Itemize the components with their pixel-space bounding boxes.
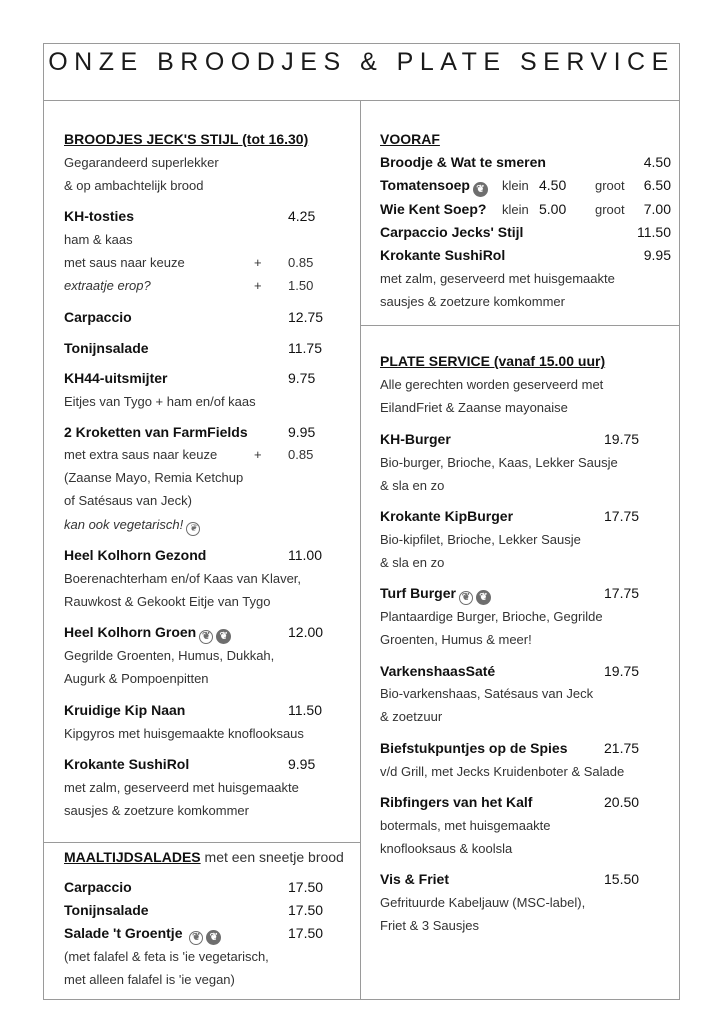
uitsmijter-desc: Eitjes van Tygo + ham en/of kaas [64, 394, 256, 409]
gezond-name: Heel Kolhorn Gezond [64, 547, 207, 563]
soep-large-price: 7.00 [643, 201, 671, 217]
broodjes-subtitle-2: & op ambachtelijk brood [64, 178, 204, 193]
leaf-filled-icon: ❦ [216, 629, 231, 644]
sate-price: 19.75 [604, 663, 640, 679]
carpaccio-starter-name: Carpaccio Jecks' Stijl [380, 224, 524, 240]
soep-name: Wie Kent Soep? [380, 201, 487, 217]
leaf-outline-icon: ❦ [189, 931, 203, 945]
title-divider [43, 100, 680, 101]
kroket-veg-note [64, 517, 200, 536]
groen-desc-1: Gegrilde Groenten, Humus, Dukkah, [64, 648, 275, 663]
carpaccio-name: Carpaccio [64, 309, 132, 325]
leaf-filled-icon: ❦ [476, 590, 491, 605]
vis-desc-2: Friet & 3 Sausjes [380, 918, 479, 933]
salad-3-price: 17.50 [288, 925, 324, 941]
salads-divider [43, 842, 361, 843]
vooraf-heading: VOORAF [380, 131, 440, 147]
ribfingers-price: 20.50 [604, 794, 640, 810]
kroket-price: 9.95 [288, 424, 316, 440]
tosti-price3: 1.50 [288, 278, 314, 293]
groen-row [64, 624, 231, 644]
turf-name: Turf Burger [380, 585, 456, 601]
burger-desc-1: Bio-burger, Brioche, Kaas, Lekker Sausje [380, 455, 618, 470]
tosti-line2: met saus naar keuze [64, 255, 185, 270]
tosti-plus2: + [254, 255, 262, 270]
kipnaan-price: 11.50 [288, 702, 322, 718]
sushi-right-desc-2: sausjes & zoetzure komkommer [380, 294, 565, 309]
biefstuk-price: 21.75 [604, 740, 640, 756]
biefstuk-desc: v/d Grill, met Jecks Kruidenboter & Salade [380, 764, 625, 779]
burger-name: KH-Burger [380, 431, 451, 447]
groen-name: Heel Kolhorn Groen [64, 624, 197, 640]
uitsmijter-name: KH44-uitsmijter [64, 370, 168, 386]
sushi-right-desc-1: met zalm, geserveerd met huisgemaakte [380, 271, 615, 286]
column-divider [360, 100, 361, 1000]
turf-price: 17.75 [604, 585, 640, 601]
tomaat-small-price: 4.50 [539, 177, 567, 193]
groen-price: 12.00 [288, 624, 324, 640]
kipnaan-desc: Kipgyros met huisgemaakte knoflooksaus [64, 726, 304, 741]
soep-small: klein [502, 202, 529, 217]
kroket-desc-2: of Satésaus van Jeck) [64, 493, 192, 508]
salads-heading-row [64, 849, 344, 865]
leaf-outline-icon: ❦ [186, 522, 200, 536]
sushi-right-price: 9.95 [643, 247, 671, 263]
broodje-name: Broodje & Wat te smeren [380, 154, 546, 170]
ribfingers-desc-2: knoflooksaus & koolsla [380, 841, 513, 856]
leaf-outline-icon: ❦ [199, 630, 213, 644]
salads-note-2: met alleen falafel is 'ie vegan) [64, 972, 235, 987]
sate-desc-1: Bio-varkenshaas, Satésaus van Jeck [380, 686, 594, 701]
soep-small-price: 5.00 [539, 201, 567, 217]
plate-heading: PLATE SERVICE (vanaf 15.00 uur) [380, 353, 606, 369]
ribfingers-desc-1: botermals, met huisgemaakte [380, 818, 551, 833]
tosti-price: 4.25 [288, 208, 316, 224]
salad-3-row [64, 925, 221, 945]
leaf-filled-icon: ❦ [473, 182, 488, 197]
tomaat-row [380, 177, 488, 197]
leaf-filled-icon: ❦ [206, 930, 221, 945]
plate-subtitle-1: Alle gerechten worden geserveerd met [380, 377, 604, 392]
tosti-line3: extraatje erop? [64, 278, 151, 293]
vis-desc-1: Gefrituurde Kabeljauw (MSC-label), [380, 895, 586, 910]
gezond-price: 11.00 [288, 547, 322, 563]
leaf-outline-icon: ❦ [459, 591, 473, 605]
turf-row [380, 585, 491, 605]
salads-heading: MAALTIJDSALADES [64, 849, 201, 865]
burger-desc-2: & sla en zo [380, 478, 445, 493]
sushi-left-desc-1: met zalm, geserveerd met huisgemaakte [64, 780, 299, 795]
sushi-left-price: 9.95 [288, 756, 316, 772]
tosti-line1: ham & kaas [64, 232, 133, 247]
plate-divider [360, 325, 680, 326]
kroket-desc-1: (Zaanse Mayo, Remia Ketchup [64, 470, 244, 485]
kipburger-name: Krokante KipBurger [380, 508, 514, 524]
tomaat-small: klein [502, 178, 529, 193]
gezond-desc-2: Rauwkost & Gekookt Eitje van Tygo [64, 594, 271, 609]
kroket-plus: + [254, 447, 262, 462]
broodjes-heading: BROODJES JECK'S STIJL (tot 16.30) [64, 131, 309, 147]
groen-desc-2: Augurk & Pompoenpitten [64, 671, 209, 686]
salad-2-price: 17.50 [288, 902, 324, 918]
tosti-price2: 0.85 [288, 255, 314, 270]
page-title: ONZE BROODJES & PLATE SERVICE [48, 48, 675, 76]
kipnaan-name: Kruidige Kip Naan [64, 702, 186, 718]
kroket-veg-text: kan ook vegetarisch! [64, 517, 184, 532]
salads-note-1: (met falafel & feta is 'ie vegetarisch, [64, 949, 269, 964]
carpaccio-price: 12.75 [288, 309, 324, 325]
salad-1-price: 17.50 [288, 879, 324, 895]
kroket-name: 2 Kroketten van FarmFields [64, 424, 248, 440]
sushi-left-name: Krokante SushiRol [64, 756, 190, 772]
tonijn-name: Tonijnsalade [64, 340, 149, 356]
salad-1-name: Carpaccio [64, 879, 132, 895]
salads-heading-suffix: met een sneetje brood [200, 849, 344, 865]
vis-price: 15.50 [604, 871, 640, 887]
tomaat-name: Tomatensoep [380, 177, 470, 193]
uitsmijter-price: 9.75 [288, 370, 316, 386]
salad-2-name: Tonijnsalade [64, 902, 149, 918]
carpaccio-starter-price: 11.50 [637, 224, 671, 240]
kipburger-price: 17.75 [604, 508, 640, 524]
broodjes-subtitle-1: Gegarandeerd superlekker [64, 155, 219, 170]
kroket-extra: met extra saus naar keuze [64, 447, 218, 462]
turf-desc-2: Groenten, Humus & meer! [380, 632, 532, 647]
turf-desc-1: Plantaardige Burger, Brioche, Gegrilde [380, 609, 603, 624]
broodje-price: 4.50 [643, 154, 671, 170]
sate-name: VarkenshaasSaté [380, 663, 496, 679]
sushi-left-desc-2: sausjes & zoetzure komkommer [64, 803, 249, 818]
burger-price: 19.75 [604, 431, 640, 447]
salad-3-name: Salade 't Groentje [64, 925, 183, 941]
soep-large: groot [595, 202, 625, 217]
sate-desc-2: & zoetzuur [380, 709, 443, 724]
tosti-name: KH-tosties [64, 208, 135, 224]
sushi-right-name: Krokante SushiRol [380, 247, 506, 263]
tomaat-large-price: 6.50 [643, 177, 671, 193]
biefstuk-name: Biefstukpuntjes op de Spies [380, 740, 568, 756]
tonijn-price: 11.75 [288, 340, 322, 356]
ribfingers-name: Ribfingers van het Kalf [380, 794, 533, 810]
plate-subtitle-2: EilandFriet & Zaanse mayonaise [380, 400, 568, 415]
vis-name: Vis & Friet [380, 871, 449, 887]
kroket-extra-price: 0.85 [288, 447, 314, 462]
kipburger-desc-1: Bio-kipfilet, Brioche, Lekker Sausje [380, 532, 581, 547]
tosti-plus3: + [254, 278, 262, 293]
gezond-desc-1: Boerenachterham en/of Kaas van Klaver, [64, 571, 302, 586]
kipburger-desc-2: & sla en zo [380, 555, 445, 570]
tomaat-large: groot [595, 178, 625, 193]
